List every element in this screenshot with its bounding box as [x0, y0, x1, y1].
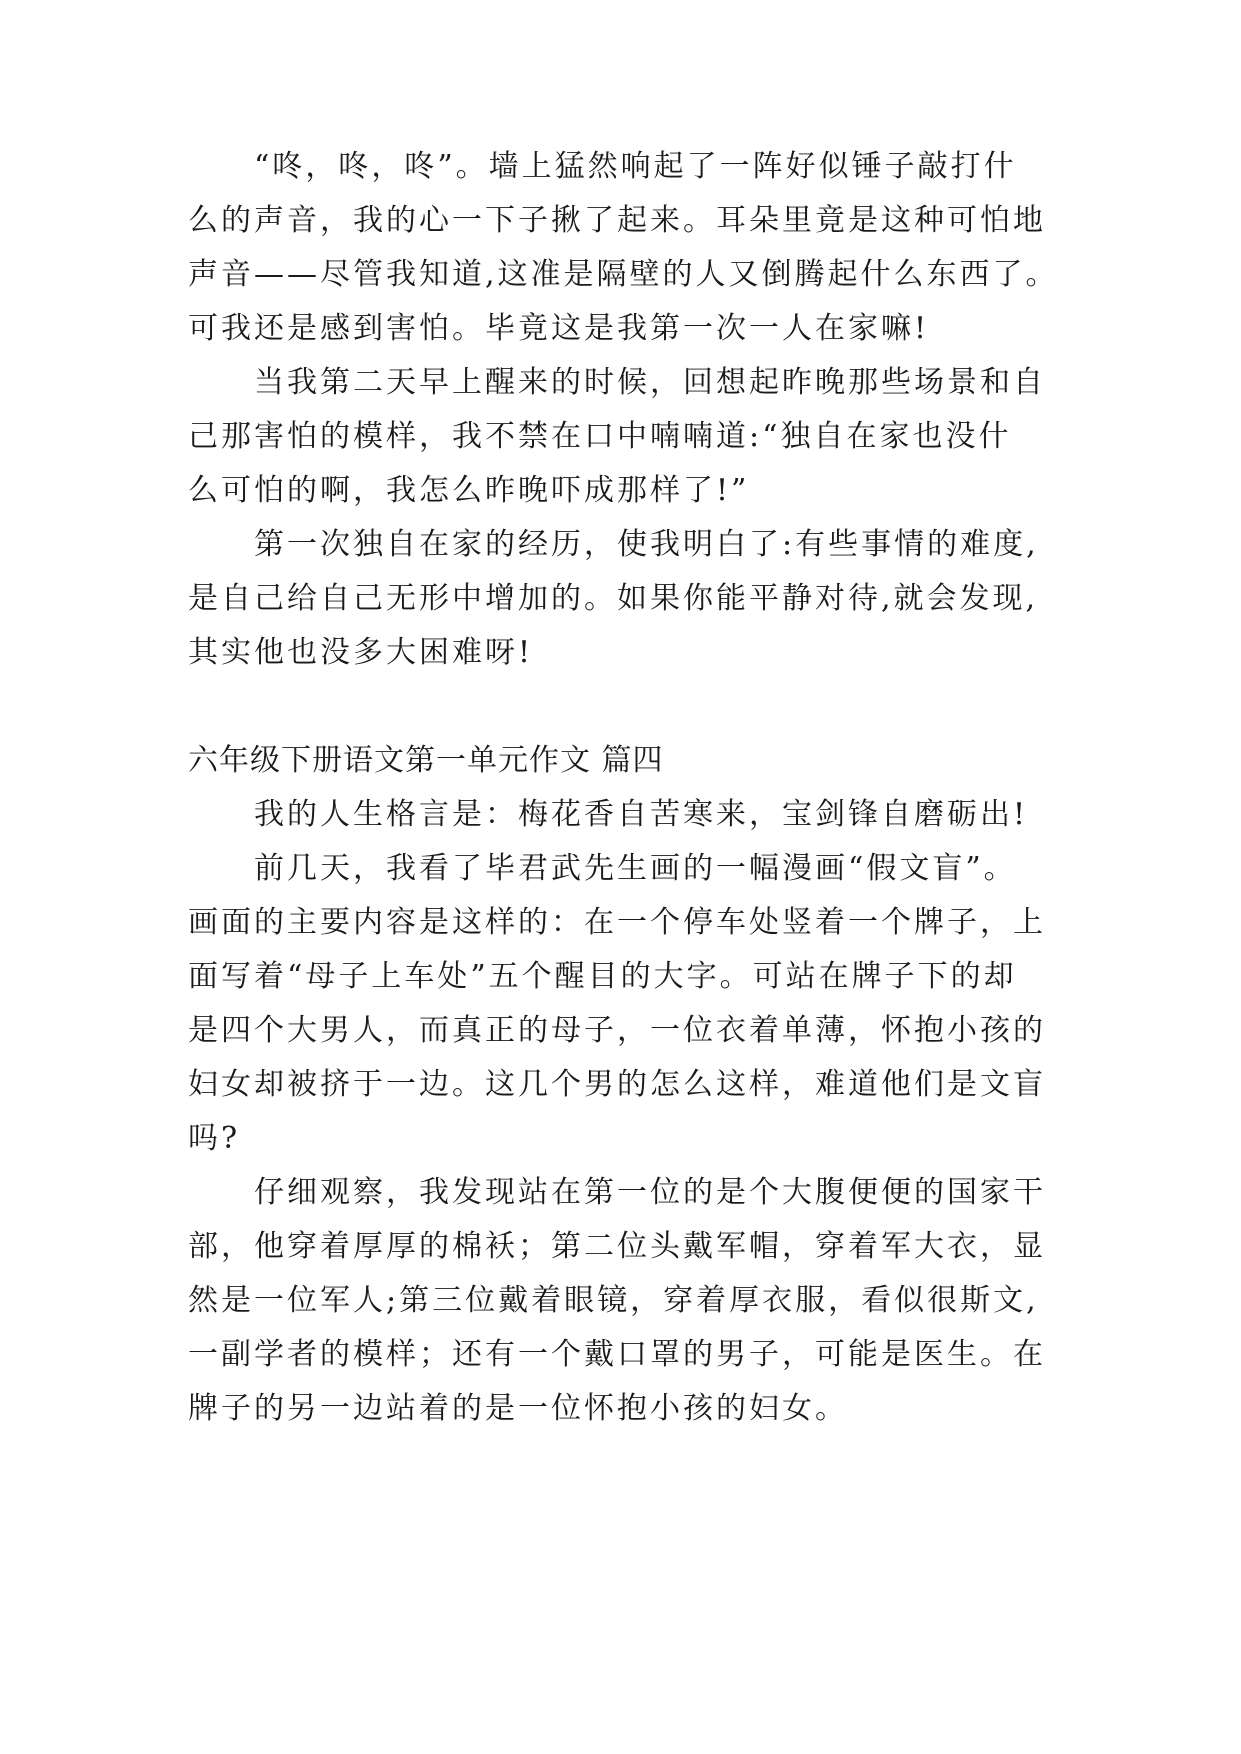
paragraph-line: 然是一位军人;第三位戴着眼镜，穿着厚衣服，看似很斯文,	[188, 1283, 1039, 1318]
paragraph-line: 么的声音，我的心一下子揪了起来。耳朵里竟是这种可怕地	[188, 203, 1046, 238]
paragraph-line: 是自己给自己无形中增加的。如果你能平静对待,就会发现,	[188, 581, 1039, 616]
paragraph-line: 面写着“母子上车处”五个醒目的大字。可站在牌子下的却	[188, 959, 1017, 994]
paragraph-line: 部，他穿着厚厚的棉袄；第二位头戴军帽，穿着军大衣，显	[188, 1229, 1046, 1264]
paragraph-line: “咚，咚，咚”。墙上猛然响起了一阵好似锤子敲打什	[254, 149, 1017, 184]
paragraph-line: 么可怕的啊，我怎么昨晚吓成那样了!”	[188, 473, 750, 508]
paragraph-line: 吗?	[188, 1121, 241, 1156]
section-heading: 六年级下册语文第一单元作文 篇四	[188, 743, 664, 778]
paragraph-line: 己那害怕的模样，我不禁在口中喃喃道:“独自在家也没什	[188, 419, 1012, 454]
paragraph-line: 是四个大男人，而真正的母子，一位衣着单薄，怀抱小孩的	[188, 1013, 1046, 1048]
paragraph-line: 第一次独自在家的经历，使我明白了:有些事情的难度,	[254, 527, 1039, 562]
paragraph-line: 一副学者的模样；还有一个戴口罩的男子，可能是医生。在	[188, 1337, 1046, 1372]
paragraph-line: 仔细观察，我发现站在第一位的是个大腹便便的国家干	[254, 1175, 1046, 1210]
paragraph-line: 前几天，我看了毕君武先生画的一幅漫画“假文盲”。	[254, 851, 1017, 886]
paragraph-line: 画面的主要内容是这样的：在一个停车处竖着一个牌子，上	[188, 905, 1046, 940]
paragraph-line: 其实他也没多大困难呀!	[188, 635, 534, 670]
paragraph-line: 可我还是感到害怕。毕竟这是我第一次一人在家嘛!	[188, 311, 930, 346]
paragraph-line: 妇女却被挤于一边。这几个男的怎么这样，难道他们是文盲	[188, 1067, 1046, 1102]
paragraph-line: 声音——尽管我知道,这准是隔壁的人又倒腾起什么东西了。	[188, 257, 1059, 292]
paragraph-line: 当我第二天早上醒来的时候，回想起昨晚那些场景和自	[254, 365, 1046, 400]
paragraph-line: 我的人生格言是：梅花香自苦寒来，宝剑锋自磨砺出!	[254, 797, 1029, 832]
paragraph-line: 牌子的另一边站着的是一位怀抱小孩的妇女。	[188, 1391, 848, 1426]
